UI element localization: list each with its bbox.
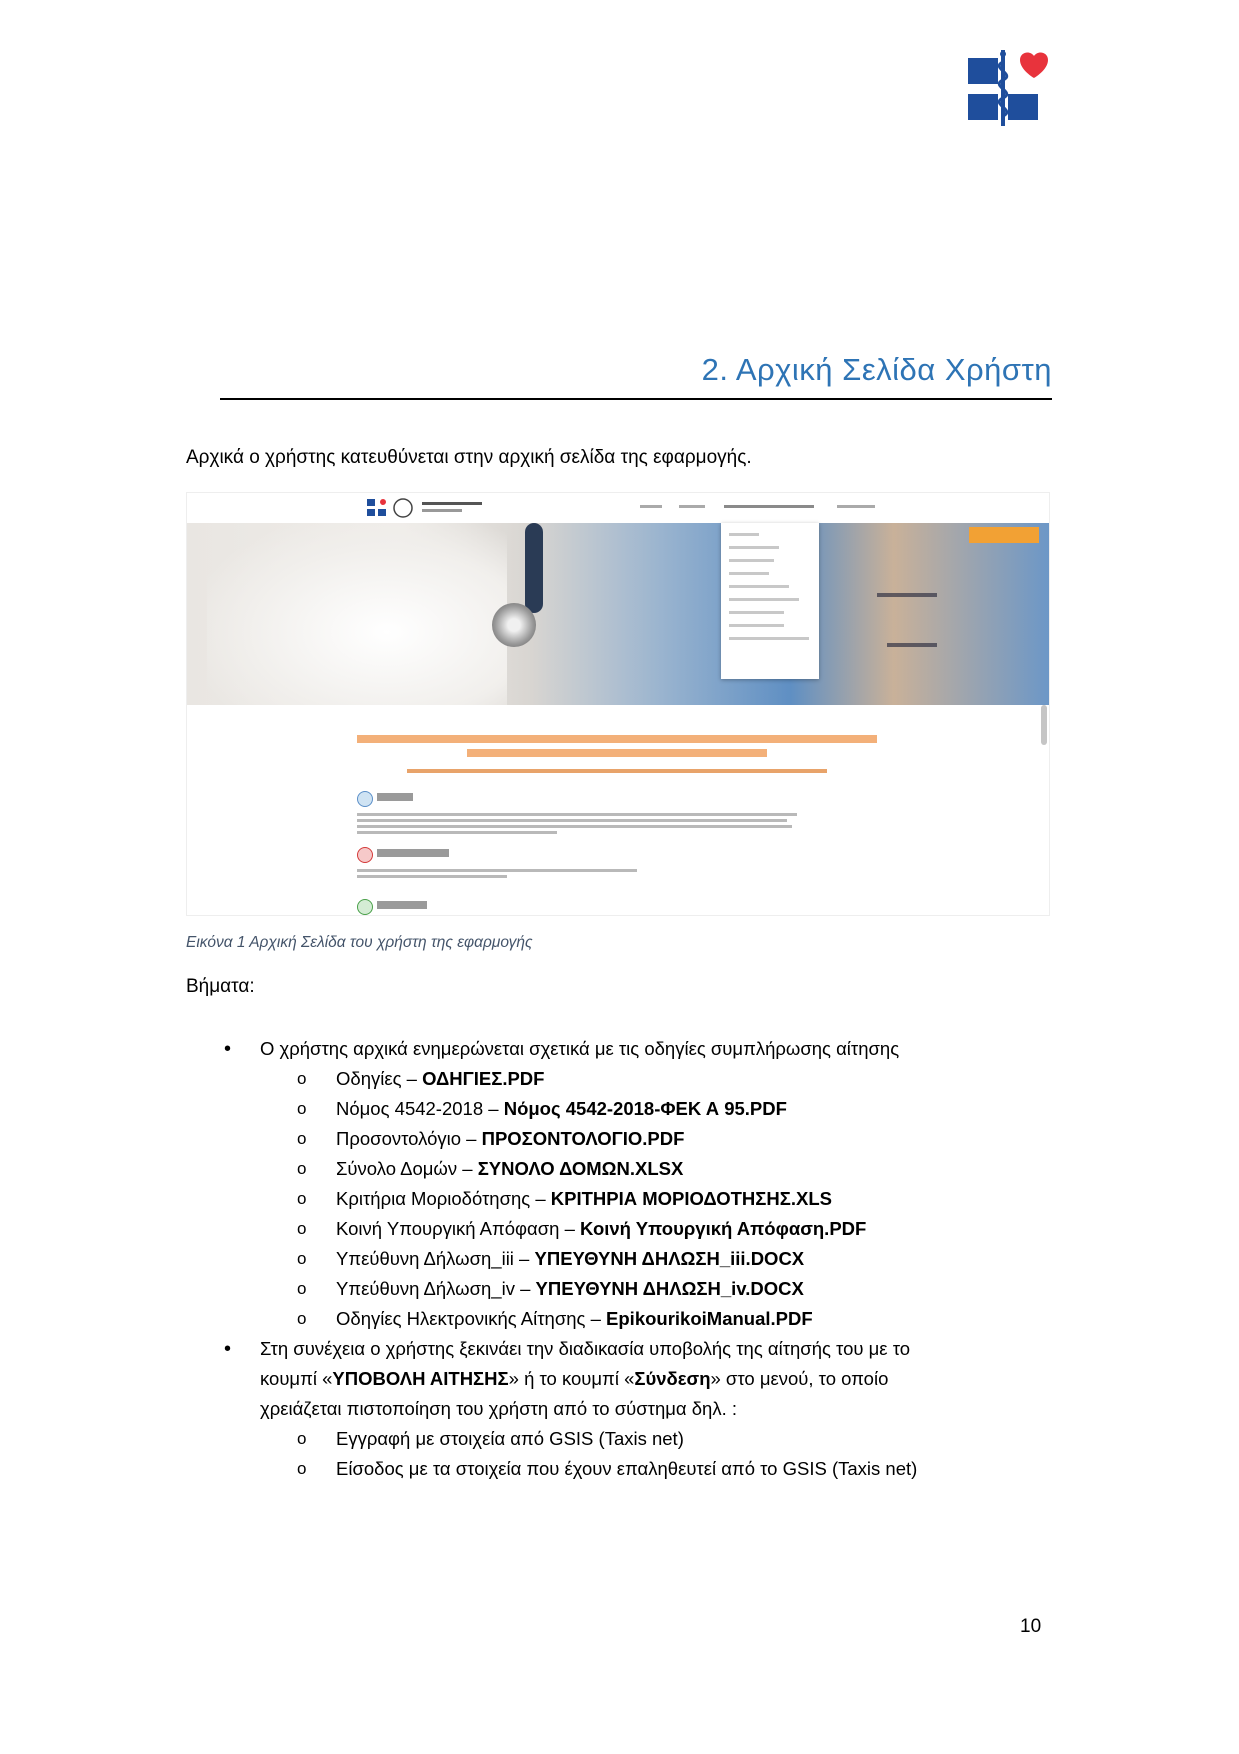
screenshot-note-line — [407, 769, 827, 773]
item-label: Προσοντολόγιο – — [336, 1128, 482, 1149]
file-name: ΠΡΟΣΟΝΤΟΛΟΓΙΟ.PDF — [481, 1128, 685, 1149]
sub-bullet-circle: o — [297, 1099, 307, 1118]
item-label: Υπεύθυνη Δήλωση_iii – — [336, 1248, 535, 1269]
file-name: ΥΠΕΥΘΥΝΗ ΔΗΛΩΣΗ_iv.DOCX — [535, 1278, 804, 1299]
screenshot-welcome-line — [467, 749, 767, 757]
sub-bullet-circle: o — [297, 1309, 307, 1328]
bullet-text: Ο χρήστης αρχικά ενημερώνεται σχετικά με τις οδηγίες συμπλήρωσης αίτησης — [260, 1038, 900, 1059]
screenshot-dropdown-menu — [721, 523, 819, 679]
screenshot-hero-image — [187, 523, 1049, 705]
steps-label: Βήματα: — [186, 976, 255, 997]
file-name: ΟΔΗΓΙΕΣ.PDF — [422, 1068, 545, 1089]
sub-bullet-circle: o — [297, 1159, 307, 1178]
login-button-name: Σύνδεση — [634, 1368, 711, 1389]
screenshot-logo-icon — [367, 497, 415, 519]
submit-button-name: ΥΠΟΒΟΛΗ ΑΙΤΗΣΗΣ — [332, 1368, 509, 1389]
sub-list-item — [336, 1214, 866, 1244]
sub-list-item — [336, 1154, 683, 1184]
sub-bullet-circle: o — [297, 1189, 307, 1208]
item-label: Κριτήρια Μοριοδότησης – — [336, 1188, 551, 1209]
sub-list-item: Εγγραφή με στοιχεία από GSIS (Taxis net) — [336, 1428, 684, 1449]
item-label: Κοινή Υπουργική Απόφαση – — [336, 1218, 581, 1239]
sub-bullet-circle: o — [297, 1459, 307, 1478]
screenshot-submit-button — [969, 527, 1039, 543]
sub-bullet-circle: o — [297, 1129, 307, 1148]
figure-caption: Εικόνα 1 Αρχική Σελίδα του χρήστη της εφαρμογής — [186, 934, 533, 951]
heading-rule — [220, 398, 1052, 400]
sub-list-item — [336, 1124, 684, 1154]
app-homepage-screenshot — [186, 492, 1050, 916]
sub-list-item — [336, 1304, 813, 1334]
health-cross-heart-logo-icon — [968, 50, 1052, 126]
sub-bullet-circle: o — [297, 1429, 307, 1448]
file-name: ΣΥΝΟΛΟ ΔΟΜΩΝ.XLSX — [477, 1158, 684, 1179]
page-number: 10 — [1020, 1616, 1042, 1637]
bullet-disc: • — [224, 1038, 232, 1060]
item-label: Υπεύθυνη Δήλωση_iv – — [336, 1278, 536, 1299]
sub-bullet-circle: o — [297, 1219, 307, 1238]
sub-list-item — [336, 1184, 832, 1214]
bullet-text-line: Στη συνέχεια ο χρήστης ξεκινάει την διαδικασία υποβολής της αίτησής του με το — [260, 1338, 911, 1359]
screenshot-welcome-line — [357, 735, 877, 743]
sub-list-item — [336, 1094, 787, 1124]
item-label: Οδηγίες – — [336, 1068, 423, 1089]
sub-bullet-circle: o — [297, 1069, 307, 1088]
file-name: ΥΠΕΥΘΥΝΗ ΔΗΛΩΣΗ_iii.DOCX — [534, 1248, 805, 1269]
sub-list-item — [336, 1064, 544, 1094]
item-label: Νόμος 4542-2018 – — [336, 1098, 504, 1119]
item-label: Σύνολο Δομών – — [336, 1158, 478, 1179]
intro-paragraph: Αρχικά ο χρήστης κατευθύνεται στην αρχική σελίδα της εφαρμογής. — [186, 447, 752, 468]
file-name: Νόμος 4542-2018-ΦΕΚ Α 95.PDF — [503, 1098, 787, 1119]
bullet-text-line: κουμπί «ΥΠΟΒΟΛΗ ΑΙΤΗΣΗΣ» ή το κουμπί «Σύνδεση» στο μενού, το οποίο — [260, 1368, 889, 1389]
sub-list-item — [336, 1244, 804, 1274]
file-name: ΚΡΙΤΗΡΙΑ ΜΟΡΙΟΔΟΤΗΣΗΣ.XLS — [550, 1188, 832, 1209]
screenshot-navbar — [187, 493, 1049, 523]
bullet-text-line: χρειάζεται πιστοποίηση του χρήστη από το σύστημα δηλ. : — [260, 1398, 738, 1419]
bullet-disc: • — [224, 1338, 232, 1360]
file-name: Κοινή Υπουργική Απόφαση.PDF — [580, 1218, 867, 1239]
file-name: EpikourikoiManual.PDF — [606, 1308, 813, 1329]
item-label: Οδηγίες Ηλεκτρονικής Αίτησης – — [336, 1308, 607, 1329]
sub-list-item: Είσοδος με τα στοιχεία που έχουν επαληθευτεί από το GSIS (Taxis net) — [336, 1458, 918, 1479]
screenshot-scrollbar — [1041, 705, 1047, 745]
sub-bullet-circle: o — [297, 1279, 307, 1298]
sub-list-item — [336, 1274, 804, 1304]
section-heading: 2. Αρχική Σελίδα Χρήστη — [701, 352, 1052, 387]
sub-bullet-circle: o — [297, 1249, 307, 1268]
